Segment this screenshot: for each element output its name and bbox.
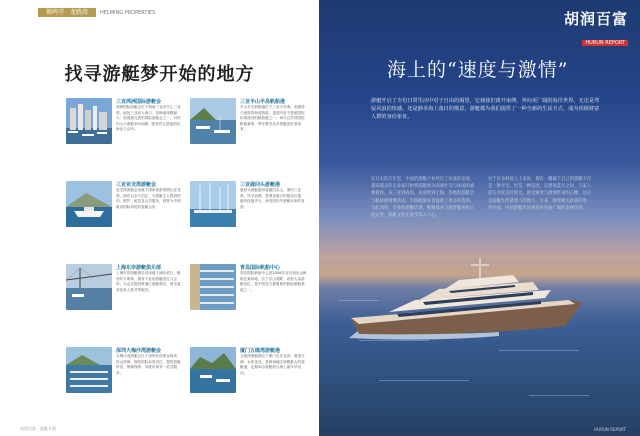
club-photo <box>66 264 112 310</box>
club-description: 亚龙湾游艇会坐落于国家旅游度假区亚龙湾，拥有百余个泊位，为游艇主人提供停泊、维护、租赁及会员服务，被誉为中国最具国际风范的游艇会所。 <box>116 188 181 209</box>
club-description: 鸿洲国际游艇会位于海南三亚市中心三亚湾，地处三亚河入海口，是海南规模最大、设施最完善的国际游艇会之一，可停泊大小游艇300余艘，配套有五星级酒店、商业与会所。 <box>116 105 184 131</box>
right-page-title: 海上的“速度与激情” <box>387 59 569 81</box>
body-column-right: 对于许多财富人士来说，拥有一艘属于自己的游艇不仅是一种享受，更是一种态度。在碧海蓝天之间，与家人朋友共度美好时光，感受速度与激情带来的心跳，这正是游艇生活最迷人的地方。未来，随着相关政策的进一步开放，中国游艇市场将迎来更加广阔的发展空间。 <box>488 177 592 211</box>
club-description: 半山半岛帆船港位于三亚小东海，坐拥得天独厚的海湾资源，是国内首个按照国际标准建设的帆船港之一，承办过多项国际帆船赛事，每年吸引众多游艇爱好者前来。 <box>240 105 305 131</box>
club-photo <box>190 181 236 227</box>
club-name: 深圳大梅沙湾游艇会 <box>116 348 162 354</box>
body-column-left: 在过去的几年里，中国的游艇产业经历了快速的发展。越来越多的企业家开始将游艇视为高端社交与休闲的重要载体。从三亚到青岛，从深圳到上海，各地的游艇会与帆船港相继落成，为游艇爱好者提供了更多的选择。与此同时，专业的游艇培训、维修保养与租赁服务也日趋完善，游艇文化正逐步深入人心。 <box>371 177 475 219</box>
left-footer: 胡润百富 · 游艇专题 <box>20 426 56 431</box>
property-logo <box>38 8 155 17</box>
club-description: 上海东岸游艇俱乐部坐落于浦东滨江，毗邻东方明珠，拥有专业的游艇泊位与会所，为会员提供黄浦江游艇观光、商务宴请及私人派对等服务。 <box>116 271 181 292</box>
club-description: 五缘湾游艇港位于厦门岛东北部，港湾开阔、水质优良，是闽南地区规模最大的游艇港，定期举办游艇展与海上嘉年华活动。 <box>240 354 305 375</box>
club-card <box>190 181 308 251</box>
club-card <box>190 347 308 417</box>
club-description: 青岛国际帆船中心是2008年北京奥运会帆船比赛场地，位于浮山湾畔，设有大量游艇泊位，是中国北方最重要的帆船游艇基地之一。 <box>240 271 307 292</box>
club-name: 三亚半山半岛帆船港 <box>240 99 286 105</box>
club-photo <box>66 98 112 144</box>
club-name: 三亚鹿回头游艇港 <box>240 182 281 188</box>
club-card <box>66 98 184 168</box>
magazine-brand <box>564 8 628 48</box>
logo-subtext: HELMING PROPERTIES <box>100 9 156 16</box>
club-card <box>190 264 308 334</box>
club-name: 三亚鸿洲国际游艇会 <box>116 99 162 105</box>
club-name: 青岛国际帆船中心 <box>240 265 281 271</box>
club-photo <box>66 347 112 393</box>
club-name: 上海东岸游艇俱乐部 <box>116 265 162 271</box>
club-card <box>66 264 184 334</box>
club-description: 大梅沙湾游艇会位于深圳东部黄金海岸，依山傍海，拥有国际标准泊位，提供游艇停泊、维修保养、驾驶培训等一站式服务。 <box>116 354 181 375</box>
club-card <box>66 347 184 417</box>
club-name: 三亚亚龙湾游艇会 <box>116 182 157 188</box>
right-page <box>319 0 640 436</box>
left-page-title: 找寻游艇梦开始的地方 <box>64 64 255 85</box>
club-photo <box>190 98 236 144</box>
club-photo <box>190 347 236 393</box>
club-card <box>190 98 308 168</box>
intro-paragraph: 游艇开启了专们日常生活中对于自由的渴望，它使我们离开束缚，奔向更广阔的海洋世界。无论是驾驭风浪的快感，还是静享海上落日的惬意，游艇都为我们提供了一种全新的生活方式，成为顶级财富人群的身份象征。 <box>371 98 600 120</box>
logo-mark: 鹤鸣堂 · 龙鸥湾 <box>38 8 96 17</box>
club-photo <box>66 181 112 227</box>
club-name: 厦门五缘湾游艇港 <box>240 348 281 354</box>
club-photo <box>190 264 236 310</box>
club-description: 鹿回头游艇港背靠鹿回头山，面向三亚湾，风平浪静，是观赏落日的绝佳位置，港内设施齐全，深受国内外游艇玩家的喜爱。 <box>240 188 305 209</box>
brand-name: 胡润百富 <box>563 10 628 28</box>
club-card <box>66 181 184 251</box>
left-page <box>0 0 319 436</box>
brand-subtitle: HURUN REPORT <box>582 40 628 46</box>
right-footer: HURUN REPORT <box>594 427 626 432</box>
